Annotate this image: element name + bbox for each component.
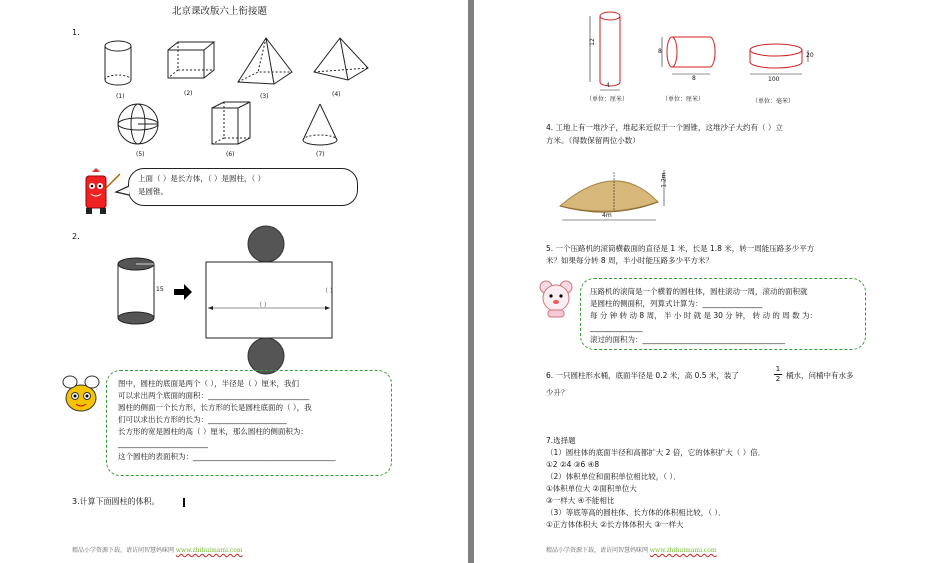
- question-6-line-2: 少升？: [546, 388, 569, 397]
- cylinder-3-diameter-label: 100: [768, 76, 780, 83]
- cylinder-figure: [100, 38, 140, 88]
- shape-label: (1): [116, 93, 125, 100]
- question-7-title: 7.选择题: [546, 436, 576, 445]
- question-7-item: ③一样大 ④不能相比: [546, 496, 615, 505]
- cylinder-2-length-label: 8: [692, 75, 696, 82]
- question-7-item: ①体积单位大 ②面积单位大: [546, 484, 637, 493]
- question-5-line-2: 米？如果每分转 8 周，半小时能压路多少平方米？: [546, 256, 714, 265]
- cylinder-net-figure: [200, 226, 340, 378]
- question-7-item: （2）体积单位和面积单位相比较，（ ）．: [546, 472, 681, 481]
- cylinder-2-diameter-label: 8: [658, 48, 662, 55]
- question-2-number: 2.: [72, 232, 80, 241]
- cylinder-3-unit: （单位：毫米）: [752, 98, 795, 105]
- square-pyramid-figure: [236, 36, 294, 86]
- question-1-text-line-2: 是圆锥。: [138, 187, 168, 196]
- flat-cylinder-figure: [746, 42, 816, 80]
- cylinder-1-diameter-label: 4: [606, 82, 610, 89]
- net-width-label: （ ）: [256, 302, 270, 309]
- shape-label: (6): [226, 151, 235, 158]
- cylinder-2-unit: （单位：厘米）: [662, 96, 705, 103]
- question-2-line: 长方形的宽是圆柱的高（ ）厘米，那么圆柱的侧面积为：: [118, 427, 308, 436]
- worksheet-title: 北京课改版六上衔接题: [172, 6, 268, 17]
- cylinder-height-label: 15: [156, 286, 164, 293]
- question-1-text-line-1: 上面（ ）是长方体，（ ）是圆柱，（ ）: [138, 174, 266, 183]
- question-2-line: 可以求出两个底面的面积：___________________________: [118, 391, 310, 400]
- question-4-line-1: 4. 工地上有一堆沙子，堆起来近似于一个圆锥，这堆沙子大约有（ ）立: [546, 123, 783, 132]
- question-2-line: ________________________: [118, 439, 208, 448]
- question-5-hint-line: 滚过的面积为：______________________________________: [590, 335, 785, 344]
- net-side-label: （ ）: [322, 288, 336, 295]
- sand-height-label: 1.2m: [660, 172, 668, 188]
- sand-base-label: 4m: [602, 212, 612, 219]
- bubble-tail: [116, 186, 130, 196]
- question-2-line: 图中，圆柱的底面是两个（ ），半径是（ ）厘米，我们: [118, 379, 300, 388]
- question-5-hint-line: 压路机的滚筒是一个横着的圆柱体，圆柱滚动一周，滚动的面积就: [590, 287, 808, 296]
- right-arrow-icon: [174, 284, 194, 300]
- question-5-line-1: 5. 一个压路机的滚筒横截面的直径是 1 米，长是 1.8 米，转一周能压路多少平方: [546, 244, 815, 253]
- question-2-line: 这个圆柱的表面积为：______________________________________: [118, 452, 336, 461]
- cylinder-with-shaded-bases: [114, 254, 162, 332]
- question-7-item: （3）等底等高的圆柱体、长方体的体积相比较，（ ）．: [546, 508, 726, 517]
- question-7-item: （1）圆柱体的底面半径和高都扩大 2 倍，它的体积扩大（ ）倍．: [546, 448, 766, 457]
- cylinder-3-height-label: 20: [806, 52, 814, 59]
- text-cursor[interactable]: [183, 498, 185, 507]
- question-4-line-2: 方米。（得数保留两位小数）: [546, 136, 640, 145]
- sand-cone-figure: [556, 164, 676, 230]
- worksheet-page-right[interactable]: [474, 0, 942, 563]
- question-1-number: 1.: [72, 28, 80, 37]
- bee-mascot-icon: [60, 374, 102, 414]
- cylinder-1-unit: （单位：厘米）: [586, 96, 629, 103]
- horizontal-cylinder-figure: [658, 30, 724, 84]
- question-5-hint-line: ______________: [590, 323, 643, 332]
- triangular-pyramid-figure: [312, 36, 370, 84]
- question-6-line-1b: 桶水，问桶中有水多: [786, 371, 854, 380]
- worksheet-page-left[interactable]: [0, 0, 468, 563]
- page-footer: 精品小学资源下载，请访问智慧妈咪网 www.zhihuimami.com: [72, 547, 243, 554]
- question-5-hint-line: 每 分 钟 转 动 8 周， 半 小 时 就 是 30 分 钟， 转 动 的 周 数 为：: [590, 311, 817, 320]
- shape-label: (7): [316, 151, 325, 158]
- question-7-item: ①2 ②4 ③6 ④8: [546, 460, 600, 469]
- cone-figure: [300, 102, 340, 148]
- cuboid-figure: [166, 40, 218, 82]
- question-6-fraction: $\frac{1}{2}$: [775, 365, 781, 383]
- question-6-line-1a: 6. 一只圆柱形水桶，底面半径是 0.2 米，高 0.5 米，装了: [546, 371, 739, 380]
- shape-label: (3): [260, 93, 269, 100]
- sphere-figure: [116, 102, 162, 148]
- triangular-prism-figure: [208, 100, 258, 148]
- question-3-text: 3.计算下面圆柱的体积。: [72, 497, 160, 506]
- bear-mascot-icon: [538, 280, 574, 318]
- shape-label: (5): [136, 151, 145, 158]
- question-5-hint-line: 是圆柱的侧面积，列算式计算为：________________: [590, 299, 763, 308]
- shape-label: (4): [332, 91, 341, 98]
- question-7-item: ①正方体体积大 ②长方体体积大 ③一样大: [546, 520, 684, 529]
- question-2-line: 们可以求出长方形的长为：_____________________: [118, 415, 287, 424]
- cylinder-1-height-label: 12: [588, 38, 596, 46]
- shape-label: (2): [184, 90, 193, 97]
- question-2-line: 圆柱的侧面一个长方形，长方形的长是圆柱底面的（ ），我: [118, 403, 312, 412]
- page-footer: 精品小学资源下载，请访问智慧妈咪网 www.zhihuimami.com: [546, 547, 717, 554]
